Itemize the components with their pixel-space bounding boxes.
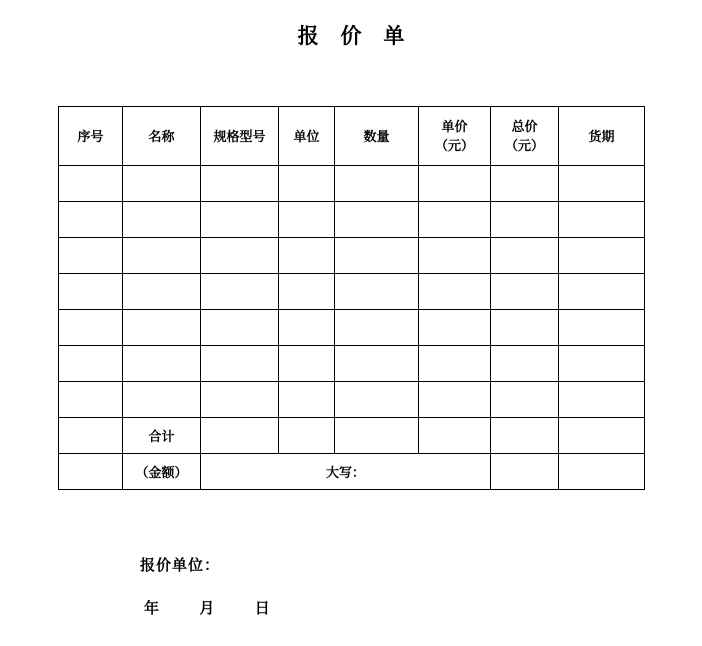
cell-model[interactable]	[201, 238, 279, 274]
quoting-company-label: 报价单位：	[140, 557, 221, 574]
column-header-unit-price-sublabel: （元）	[434, 138, 474, 153]
table-row-amount	[59, 454, 645, 490]
column-header-unit-price-label: 单价	[441, 119, 468, 134]
column-header-unit-price	[419, 107, 491, 166]
cell-name[interactable]	[123, 274, 201, 310]
table-row-total	[59, 418, 645, 454]
cell-total-price[interactable]	[491, 418, 559, 454]
cell-delivery[interactable]	[559, 274, 645, 310]
cell-name[interactable]	[123, 166, 201, 202]
cell-model[interactable]	[201, 202, 279, 238]
column-header-delivery-label: 货期	[588, 128, 615, 144]
cell-model[interactable]	[201, 346, 279, 382]
table-row	[59, 202, 645, 238]
cell-model[interactable]	[201, 382, 279, 418]
cell-unit-price[interactable]	[419, 274, 491, 310]
cell-quantity[interactable]	[335, 310, 419, 346]
cell-unit-price[interactable]	[419, 166, 491, 202]
date-year-label: 年	[144, 600, 162, 617]
cell-unit-price[interactable]	[419, 238, 491, 274]
cell-delivery[interactable]	[559, 454, 645, 490]
cell-quantity[interactable]	[335, 238, 419, 274]
cell-name[interactable]	[123, 238, 201, 274]
column-header-total-price-label: 总价	[511, 119, 538, 134]
cell-unit[interactable]	[279, 274, 335, 310]
cell-unit[interactable]	[279, 418, 335, 454]
cell-quantity[interactable]	[335, 166, 419, 202]
cell-model[interactable]	[201, 310, 279, 346]
column-header-seq-label: 序号	[77, 128, 104, 144]
cell-seq[interactable]	[59, 310, 123, 346]
column-header-seq	[59, 107, 123, 166]
cell-unit[interactable]	[279, 238, 335, 274]
cell-delivery[interactable]	[559, 346, 645, 382]
cell-model[interactable]	[201, 418, 279, 454]
cell-delivery[interactable]	[559, 418, 645, 454]
cell-quantity[interactable]	[335, 346, 419, 382]
cell-unit-price[interactable]	[419, 202, 491, 238]
total-label: 合计	[123, 418, 201, 454]
cell-unit-price[interactable]	[419, 310, 491, 346]
cell-name[interactable]	[123, 346, 201, 382]
cell-unit-price[interactable]	[419, 346, 491, 382]
cell-unit-price[interactable]	[419, 382, 491, 418]
cell-seq[interactable]	[59, 454, 123, 490]
cell-unit[interactable]	[279, 202, 335, 238]
table-row	[59, 238, 645, 274]
cell-total-price[interactable]	[491, 346, 559, 382]
table-row	[59, 382, 645, 418]
page-title: 报 价 单	[297, 25, 413, 48]
column-header-quantity	[335, 107, 419, 166]
cell-total-price[interactable]	[491, 310, 559, 346]
cell-delivery[interactable]	[559, 238, 645, 274]
cell-seq[interactable]	[59, 418, 123, 454]
cell-name[interactable]	[123, 382, 201, 418]
quotation-table	[58, 106, 645, 490]
cell-total-price[interactable]	[491, 382, 559, 418]
cell-unit[interactable]	[279, 310, 335, 346]
document-footer	[140, 554, 272, 618]
cell-total-price[interactable]	[491, 166, 559, 202]
column-header-delivery	[559, 107, 645, 166]
column-header-total-price	[491, 107, 559, 166]
cell-seq[interactable]	[59, 274, 123, 310]
date-line	[140, 597, 272, 618]
cell-delivery[interactable]	[559, 166, 645, 202]
table-row	[59, 310, 645, 346]
column-header-model	[201, 107, 279, 166]
cell-seq[interactable]	[59, 238, 123, 274]
cell-model[interactable]	[201, 274, 279, 310]
amount-label: （金额）	[123, 454, 201, 490]
cell-quantity[interactable]	[335, 418, 419, 454]
cell-name[interactable]	[123, 310, 201, 346]
column-header-unit	[279, 107, 335, 166]
cell-delivery[interactable]	[559, 310, 645, 346]
amount-in-words-label[interactable]: 大写：	[201, 454, 491, 490]
table-row	[59, 107, 645, 166]
column-header-quantity-label: 数量	[363, 128, 390, 144]
table-header-row	[59, 107, 645, 166]
cell-quantity[interactable]	[335, 274, 419, 310]
column-header-name	[123, 107, 201, 166]
cell-total-price[interactable]	[491, 202, 559, 238]
table-body	[59, 166, 645, 490]
date-month-label: 月	[199, 600, 217, 617]
cell-model[interactable]	[201, 166, 279, 202]
cell-total-price[interactable]	[491, 274, 559, 310]
cell-unit[interactable]	[279, 166, 335, 202]
cell-unit[interactable]	[279, 382, 335, 418]
column-header-unit-label: 单位	[293, 128, 320, 144]
cell-quantity[interactable]	[335, 202, 419, 238]
cell-seq[interactable]	[59, 382, 123, 418]
cell-total-price[interactable]	[491, 454, 559, 490]
cell-unit-price[interactable]	[419, 418, 491, 454]
date-day-label: 日	[254, 600, 272, 617]
cell-seq[interactable]	[59, 202, 123, 238]
cell-quantity[interactable]	[335, 382, 419, 418]
cell-name[interactable]	[123, 202, 201, 238]
quotation-document-page	[0, 20, 702, 646]
cell-seq[interactable]	[59, 166, 123, 202]
table-row	[59, 274, 645, 310]
table-row	[59, 346, 645, 382]
column-header-total-price-sublabel: （元）	[504, 138, 544, 153]
cell-total-price[interactable]	[491, 238, 559, 274]
cell-unit[interactable]	[279, 346, 335, 382]
cell-delivery[interactable]	[559, 202, 645, 238]
quotation-table-container	[58, 106, 644, 490]
cell-seq[interactable]	[59, 346, 123, 382]
column-header-model-label: 规格型号	[213, 128, 266, 144]
table-row	[59, 166, 645, 202]
cell-delivery[interactable]	[559, 382, 645, 418]
column-header-name-label: 名称	[148, 128, 175, 144]
